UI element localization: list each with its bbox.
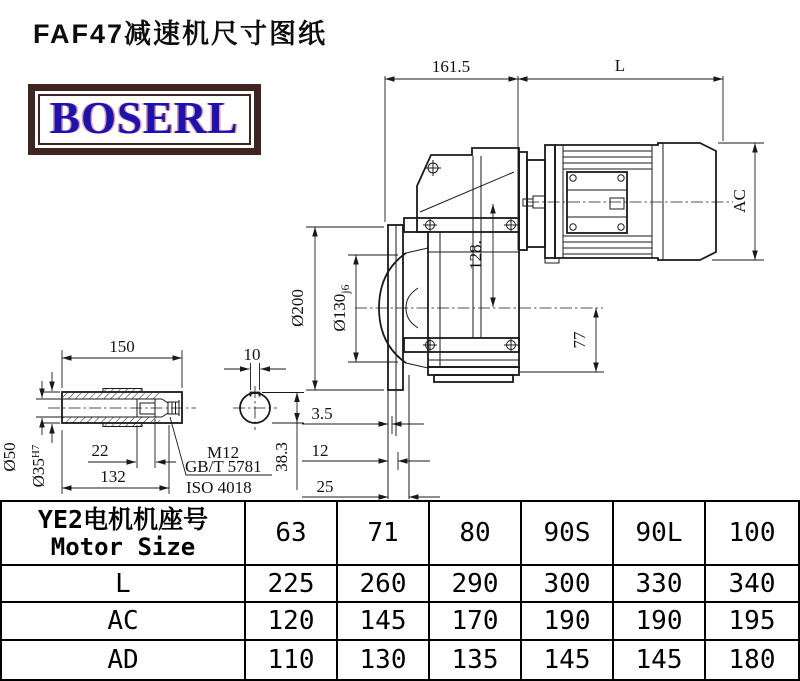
motor-adapter bbox=[519, 145, 559, 263]
table-cell: 225 bbox=[246, 566, 338, 603]
dim-motor-length: L bbox=[614, 56, 626, 75]
dim-shaft-length: 150 bbox=[109, 337, 135, 356]
dim-shaft-od: Ø50 bbox=[0, 442, 19, 472]
table-cell: 145 bbox=[522, 641, 614, 679]
table-cell: 190 bbox=[522, 603, 614, 641]
hollow-shaft-section bbox=[62, 389, 182, 427]
table-cell: 170 bbox=[430, 603, 522, 641]
table-cell: 260 bbox=[338, 566, 430, 603]
dim-bore-depth: 132 bbox=[100, 467, 126, 486]
table-cell: 340 bbox=[706, 566, 798, 603]
note-standard-gb: GB/T 5781 bbox=[185, 457, 262, 476]
brand-logo-text: BOSERL bbox=[50, 93, 239, 143]
page-title: FAF47减速机尺寸图纸 bbox=[33, 19, 328, 49]
table-col-90l: 90L bbox=[614, 502, 706, 566]
table-cell: 145 bbox=[614, 641, 706, 679]
table-col-100: 100 bbox=[706, 502, 798, 566]
dim-keyway-depth: 38.3 bbox=[272, 442, 291, 472]
dimensions bbox=[0, 56, 764, 497]
dim-plug-depth: 22 bbox=[91, 441, 109, 460]
note-thread: M12 bbox=[207, 443, 240, 462]
table-cell: 330 bbox=[614, 566, 706, 603]
table-cell: 145 bbox=[338, 603, 430, 641]
dim-flange-step1: 3.5 bbox=[311, 404, 333, 423]
dim-bore: $Ø35^{H7}$ bbox=[29, 444, 48, 488]
dim-flange-step2: 12 bbox=[311, 441, 329, 460]
table-col-80: 80 bbox=[430, 502, 522, 566]
motor-size-table bbox=[0, 500, 800, 681]
motor bbox=[555, 143, 716, 260]
table-col-90s: 90S bbox=[522, 502, 614, 566]
note-standard-iso: ISO 4018 bbox=[186, 478, 252, 497]
table-cell: 180 bbox=[728, 645, 776, 675]
dim-flange-step3: 25 bbox=[316, 477, 334, 496]
dim-center-offset: 128. bbox=[466, 240, 485, 270]
table-row-label-AD: AD bbox=[2, 641, 246, 679]
table-header-en: Motor Size bbox=[50, 532, 196, 561]
dim-motor-diameter: AC bbox=[730, 189, 749, 213]
dim-flange-od: Ø200 bbox=[288, 289, 307, 327]
table-cell: 195 bbox=[706, 603, 798, 641]
table-cell: 190 bbox=[614, 603, 706, 641]
dim-gear-length: 161.5 bbox=[431, 57, 471, 76]
table-col-63: 63 bbox=[246, 502, 338, 566]
motor-fins bbox=[563, 151, 652, 254]
table-row-label-AC: AC bbox=[2, 603, 246, 641]
table-cell: 130 bbox=[338, 641, 430, 679]
table-cell: 290 bbox=[430, 566, 522, 603]
table-row-label-L: L bbox=[2, 566, 246, 603]
table-cell: 300 bbox=[522, 566, 614, 603]
table-cell: 120 bbox=[246, 603, 338, 641]
table-cell: 135 bbox=[430, 641, 522, 679]
table-cell: 110 bbox=[246, 641, 338, 679]
dim-keyway-width: 10 bbox=[243, 345, 261, 364]
table-header-motor-size bbox=[2, 502, 246, 566]
dim-below-center: 77 bbox=[570, 331, 589, 349]
dim-spigot: $Ø130_{j6}$ bbox=[330, 284, 352, 332]
table-header-cn: YE2电机机座号 bbox=[37, 505, 209, 535]
gearbox-housing bbox=[404, 148, 519, 382]
table-col-71: 71 bbox=[338, 502, 430, 566]
